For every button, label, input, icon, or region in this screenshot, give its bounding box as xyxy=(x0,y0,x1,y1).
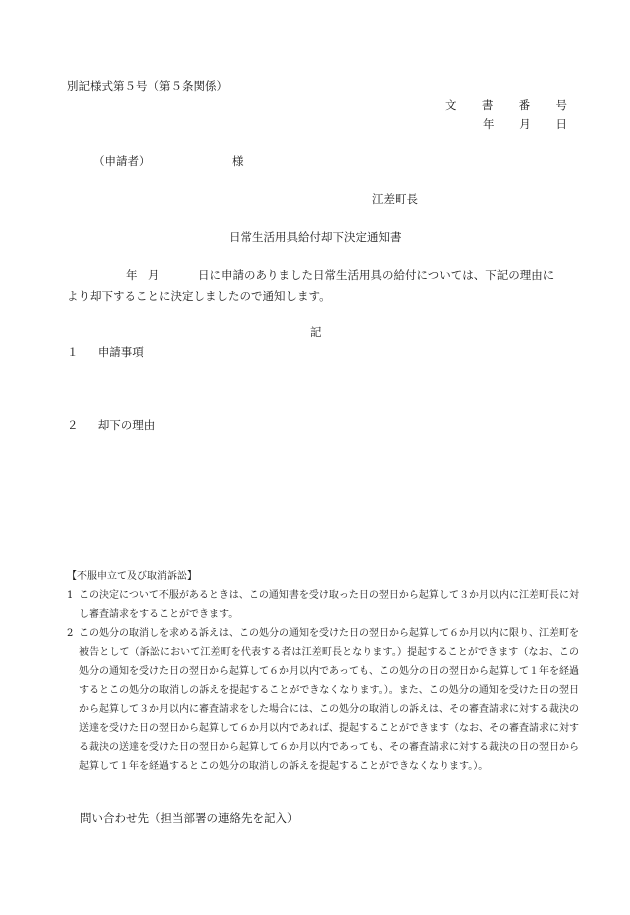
applicant-honorific: 様 xyxy=(232,154,244,168)
section-number: １ xyxy=(67,345,79,359)
section-label: 申請事項 xyxy=(97,345,144,359)
notice-item-text: この処分の取消しを求める訴えは、この処分の通知を受けた日の翌日から起算して６か月以内に限り、江差町を被告として（訴訟において江差町を代表する者は江差町長となります。）提起することができます（なお、この処分の通知を受けた日の翌日から起算して６か月以内であっても、この処分の日の翌日から起算して１年を経過するとこの処分の取消しの訴えを提起することができなくなります。）。また、この処分の通知を受けた日の翌日から起算して３か月以内に審査請求をした場合には、この処分の取消しの訴えは、その審査請求に対する裁決の送達を受けた日の翌日から起算して６か月以内であれば、提起することができます（なお、その審査請求に対する裁決の送達を受けた日の翌日から起算して６か月以内であっても、その審査請求に対する裁決の日の翌日から起算して１年を経過するとこの処分の取消しの訴えを提起することができなくなります。）。 xyxy=(79,628,579,772)
doc-number-char: 文 xyxy=(445,98,457,112)
section-label: 却下の理由 xyxy=(97,418,156,432)
ki-marker: 記 xyxy=(310,325,322,339)
issuer: 江差町長 xyxy=(372,192,418,206)
section-number: ２ xyxy=(67,418,79,432)
notice-item-number: 2 xyxy=(67,628,74,639)
intro-month: 月 xyxy=(148,268,160,282)
contact-info: 問い合わせ先（担当部署の連絡先を記入） xyxy=(80,811,299,825)
form-label: 別記様式第５号（第５条関係） xyxy=(67,79,228,93)
doc-number-char: 書 xyxy=(481,98,494,112)
notice-item-2 xyxy=(67,624,579,776)
date-month: 月 xyxy=(519,117,531,131)
doc-number-char: 号 xyxy=(555,98,567,112)
section-2 xyxy=(67,418,155,433)
doc-number-char: 番 xyxy=(518,98,531,112)
notice-item-number: 1 xyxy=(67,590,74,601)
date-day: 日 xyxy=(555,117,567,131)
intro-line1: 日に申請のありました日常生活用具の給付については、下記の理由に xyxy=(198,268,555,282)
notice-heading: 【不服申立て及び取消訴訟】 xyxy=(67,571,197,582)
intro-line2: より却下することに決定しましたので通知します。 xyxy=(67,289,331,303)
document-number xyxy=(445,98,567,113)
issue-date xyxy=(483,117,567,132)
intro-year: 年 xyxy=(126,268,138,282)
date-year: 年 xyxy=(483,117,495,131)
notice-item-text: この決定について不服があるときは、この通知書を受け取った日の翌日から起算して３か月以内に江差町長に対し審査請求をすることができます。 xyxy=(79,590,579,620)
notice-item-1 xyxy=(67,586,579,624)
document-title: 日常生活用具給付却下決定通知書 xyxy=(229,230,402,244)
applicant-label: （申請者） xyxy=(93,154,151,168)
section-1 xyxy=(67,345,144,360)
